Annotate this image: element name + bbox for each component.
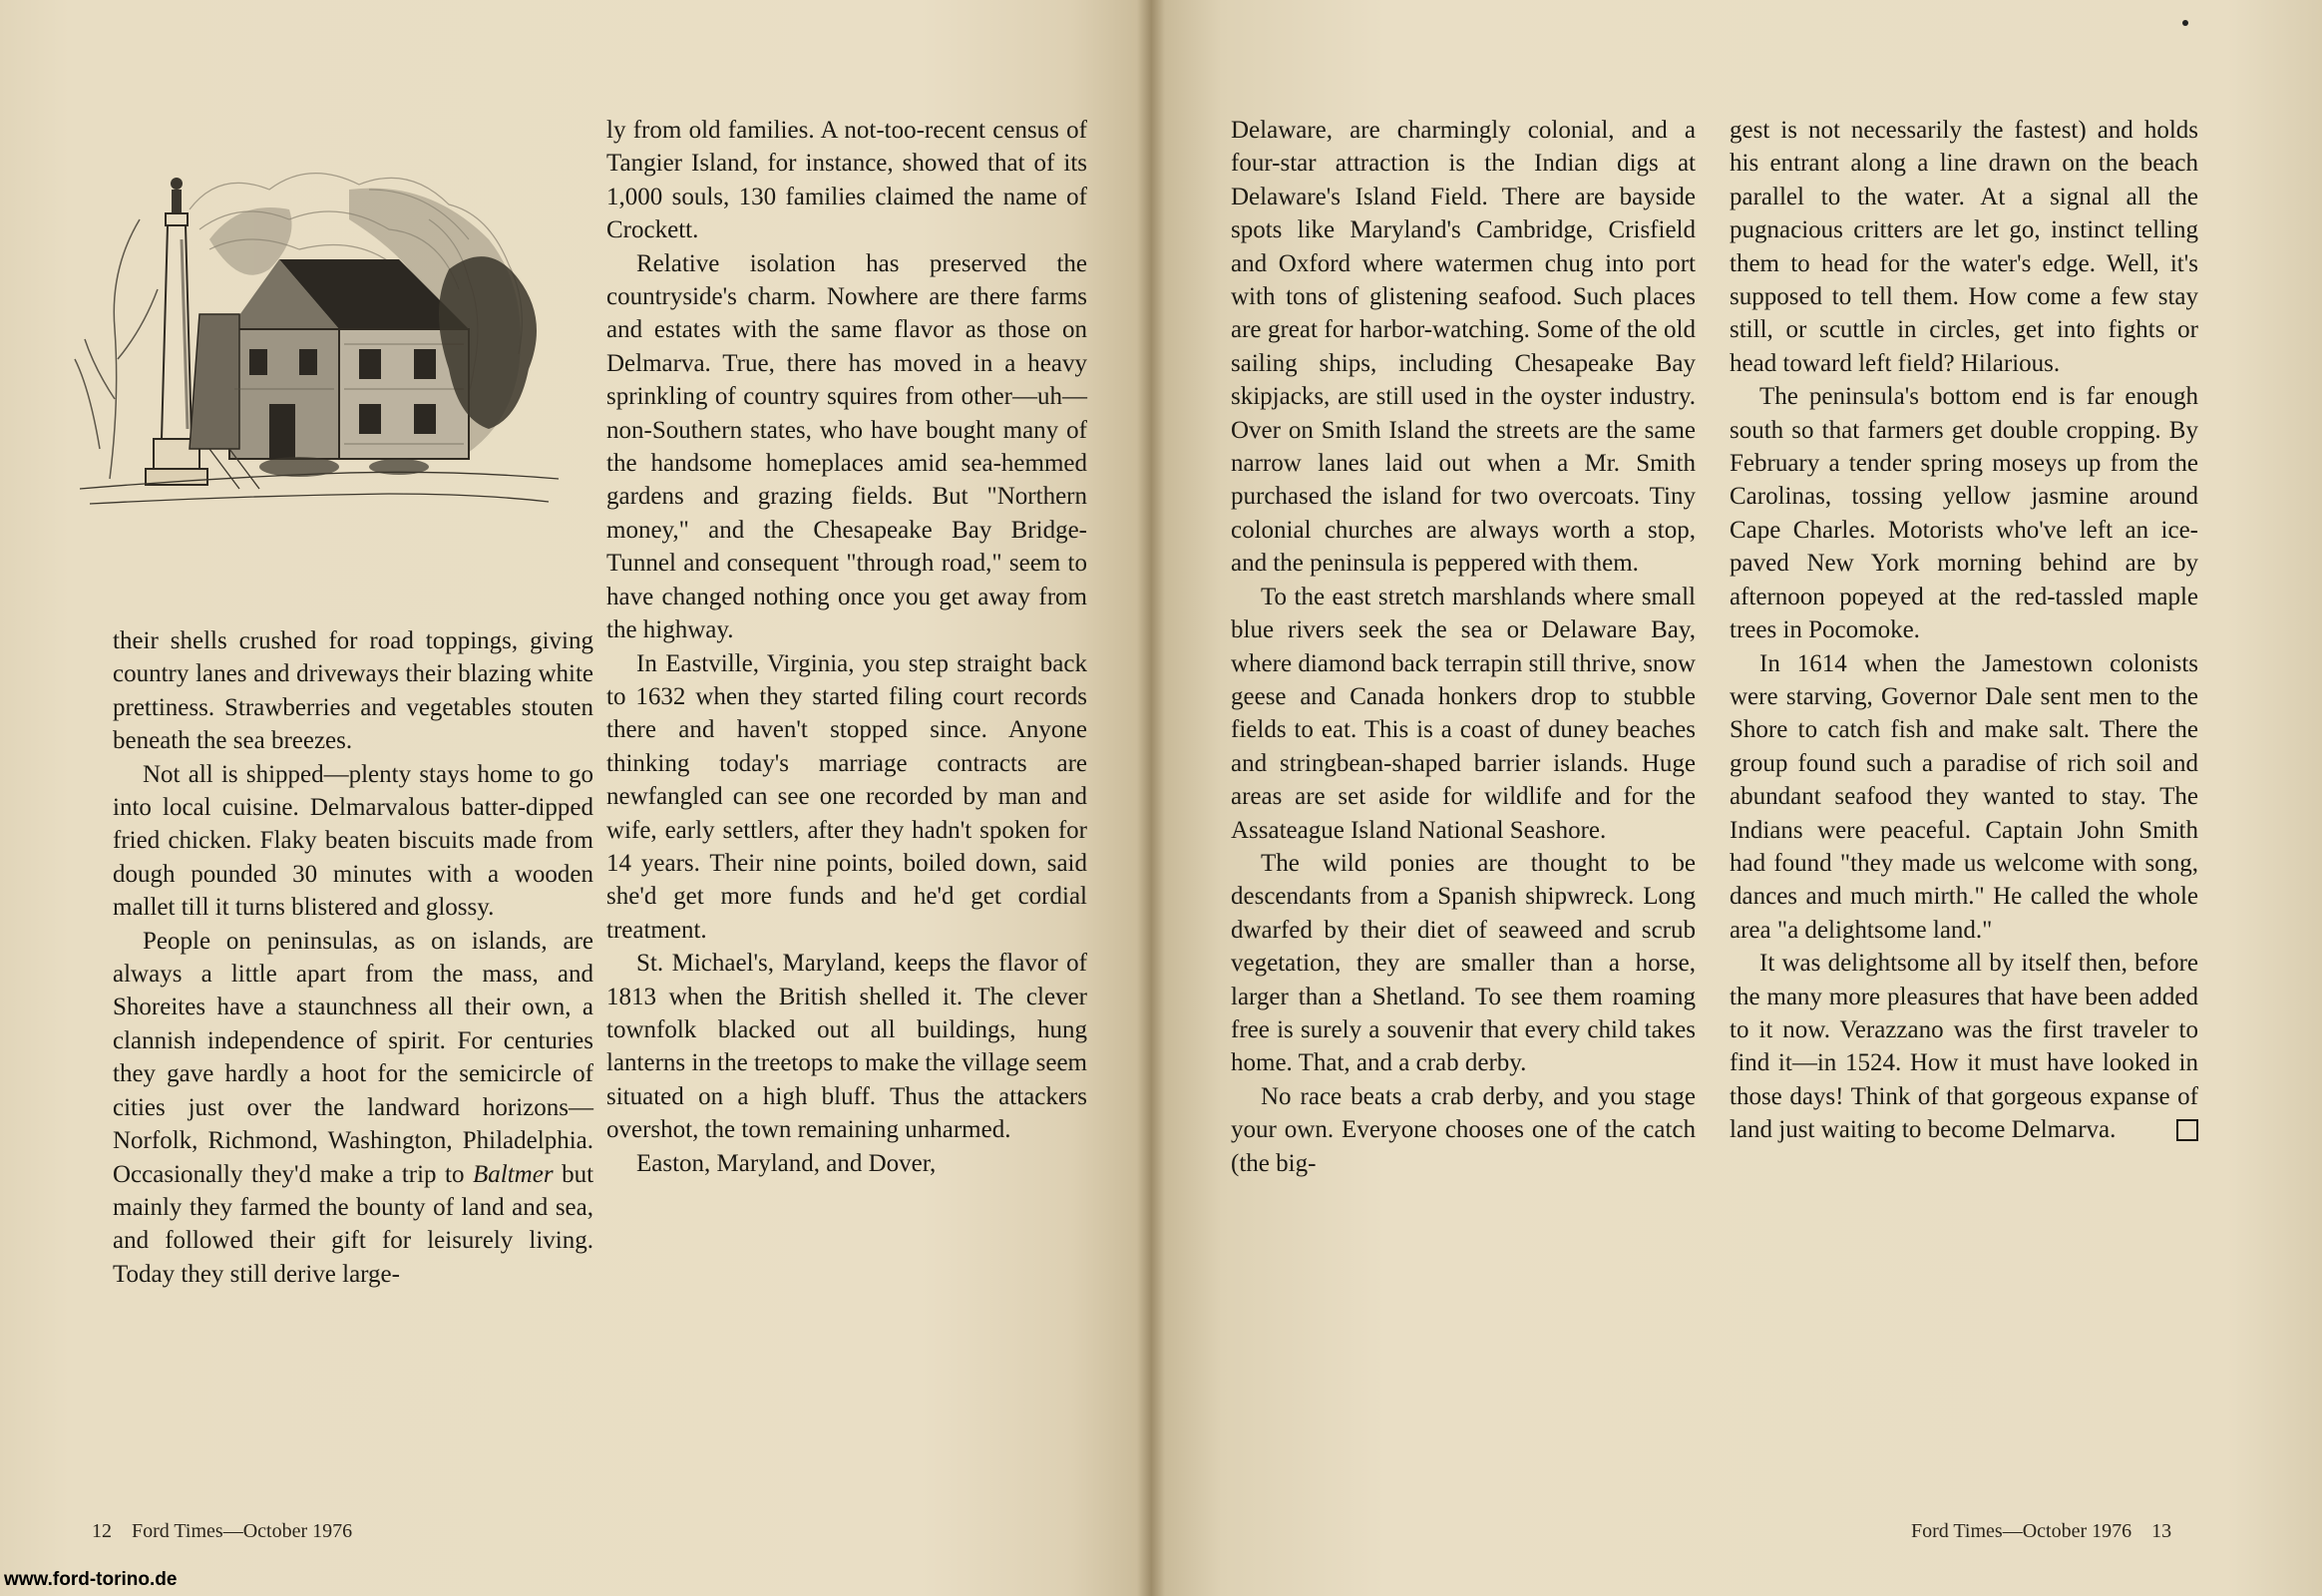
right-page bbox=[1151, 0, 2322, 1596]
paragraph: In 1614 when the Jamestown colonists were starving, Governor Dale sent men to the Shore to catch fish and make salt. There the group found such a paradise of rich soil and abundant seafood they wanted to stay. The Indians were peaceful. Captain John Smith had found "they made us welcome with song, dances and much mirth." He called the whole area "a delightsome land." bbox=[1730, 649, 2198, 944]
monument-church-illustration bbox=[70, 150, 569, 569]
paragraph: Relative isolation has preserved the countryside's charm. Nowhere are there farms and estates with the same flavor as those on Delmarva. True, there has moved in a heavy sprinkling of country squires from other—uh—non-Southern states, who have bought many of the handsome homeplaces amid sea-hemmed gardens and grazing fields. But "Northern money," and the Chesapeake Bay Bridge-Tunnel and consequent "through road," seem to have changed nothing once you get away from the highway. bbox=[606, 249, 1087, 644]
paragraph: To the east stretch marshlands where small blue rivers seek the sea or Delaware Bay, where diamond back terrapin still thrive, snow geese and Canada honkers drop to stubble fields to eat. This is a coast of duney beaches and stringbean-shaped barrier islands. Huge areas are set aside for wildlife and for the Assateague Island National Seashore. bbox=[1231, 583, 1696, 844]
paragraph: In Eastville, Virginia, you step straight back to 1632 when they started filing court records there and haven't stopped since. Anyone thinking today's marriage contracts are newfangled can see one recorded by man and wife, early settlers, after they hadn't spoken for 14 years. Their nine points, boiled down, said she'd get more funds and he'd get cordial treatment. bbox=[606, 649, 1087, 944]
paragraph: Delaware, are charmingly colonial, and a four-star attraction is the Indian digs at Delaware's Island Field. There are bayside spots like Maryland's Cambridge, Crisfield and Oxford where watermen chug into port with tons of glistening seafood. Such places are great for harbor-watching. Some of the old sailing ships, including Chesapeake Bay skipjacks, are still used in the oyster industry. Over on Smith Island the streets are the same narrow lanes laid out when a Mr. Smith purchased the island for two overcoats. Tiny colonial churches are always worth a stop, and the peninsula is peppered with them. bbox=[1231, 117, 1696, 578]
italic-word: Baltmer bbox=[473, 1160, 554, 1188]
paragraph: Not all is shipped—plenty stays home to go into local cuisine. Delmarvalous batter-dipped fried chicken. Flaky beaten biscuits made from dough pounded 30 minutes with a wooden mallet till it turns blistered and glossy. bbox=[113, 760, 593, 922]
book-gutter bbox=[1137, 0, 1165, 1596]
paragraph: It was delightsome all by itself then, before the many more pleasures that have been added to it now. Verazzano was the first traveler to find it—in 1524. How it must have looked in those days! Think of that gorgeous expanse of land just waiting to become Delmarva. bbox=[1730, 950, 2198, 1144]
column-2 bbox=[606, 114, 1087, 1180]
church-building bbox=[190, 259, 469, 459]
paragraph: ly from old families. A not-too-recent census of Tangier Island, for instance, showed that of its 1,000 souls, 130 families claimed the name of Crockett. bbox=[606, 117, 1087, 244]
paragraph: The wild ponies are thought to be descendants from a Spanish shipwreck. Long dwarfed by their diet of seaweed and scrub vegetation, they are smaller than a horse, larger than a Shetland. To see them roaming free is surely a souvenir that every child takes home. That, and a crab derby. bbox=[1231, 849, 1696, 1077]
paragraph: Easton, Maryland, and Dover, bbox=[636, 1149, 937, 1177]
left-folio bbox=[92, 1520, 352, 1543]
site-watermark: www.ford-torino.de bbox=[4, 1569, 178, 1590]
column-1 bbox=[113, 624, 593, 1291]
paragraph: No race beats a crab derby, and you stage your own. Everyone chooses one of the catch (the big- bbox=[1231, 1082, 1696, 1177]
page-number: 12 bbox=[92, 1520, 112, 1542]
column-4 bbox=[1730, 114, 2198, 1147]
folio-text: Ford Times—October 1976 bbox=[132, 1520, 353, 1542]
column-3 bbox=[1231, 114, 1696, 1180]
paragraph: gest is not necessarily the fastest) and holds his entrant along a line drawn on the beach parallel to the water. At a signal all the pugnacious critters are let go, instinct telling them to head for the water's edge. Well, it's supposed to tell them. How come a few stay still, or scuttle in circles, get into fights or head toward left field? Hilarious. bbox=[1730, 117, 2198, 377]
paragraph: The peninsula's bottom end is far enough south so that farmers get double cropping. By February a tender spring moseys up from the Carolinas, tossing yellow jasmine around Cape Charles. Motorists who've left an ice-paved New York morning behind are by afternoon popeyed at the red-tassled maple trees in Pocomoke. bbox=[1730, 383, 2198, 644]
folio-text: Ford Times—October 1976 bbox=[1911, 1520, 2132, 1542]
paragraph: St. Michael's, Maryland, keeps the flavor of 1813 when the British shelled it. The clever townfolk blacked out all buildings, hung lanterns in the treetops to make the village seem situated on a high bluff. Thus the attackers overshot, the town remaining unharmed. bbox=[606, 950, 1087, 1144]
right-folio bbox=[1911, 1520, 2191, 1543]
left-page bbox=[0, 0, 1151, 1596]
print-speck bbox=[2182, 20, 2188, 26]
paragraph: their shells crushed for road toppings, giving country lanes and driveways their blazing white prettiness. Strawberries and vegetables stouten beneath the sea breezes. bbox=[113, 627, 593, 755]
page-number: 13 bbox=[2151, 1520, 2172, 1542]
paragraph: People on peninsulas, as on islands, are always a little apart from the mass, and Shoreites have a staunchness all their own, a clannish independence of spirit. For centuries they gave hardly a hoot for the semicircle of cities just over the landward horizons—Norfolk, Richmond, Washington, Philadelphia. Occasionally they'd make a trip to Baltmer but mainly they farmed the bounty of land and sea, and followed their gift for leisurely living. Today they still derive large- bbox=[113, 927, 594, 1288]
end-mark-icon bbox=[2176, 1119, 2198, 1141]
